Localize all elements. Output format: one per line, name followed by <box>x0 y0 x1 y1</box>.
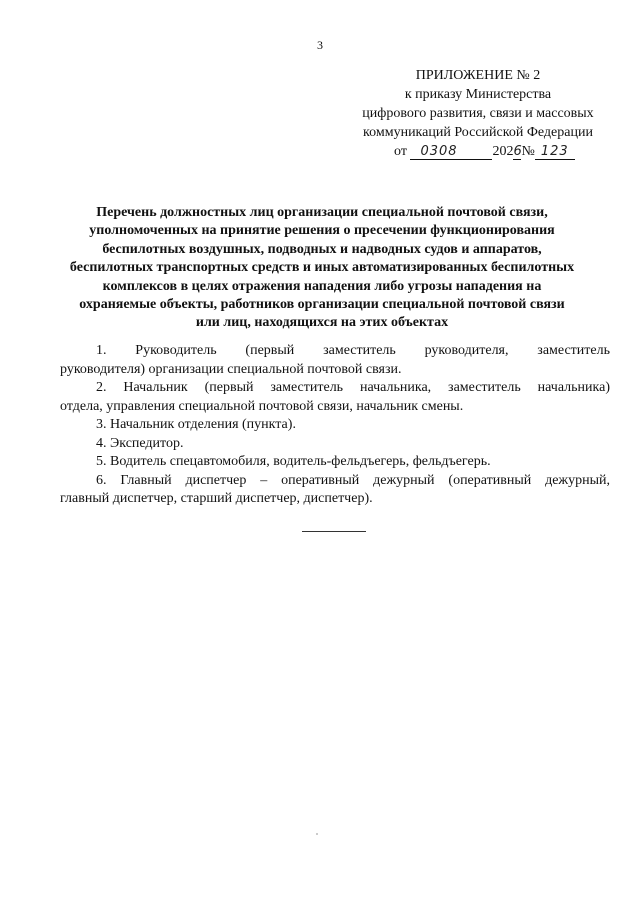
list-item-line: 1. Руководитель (первый заместитель руководителя, заместитель <box>96 343 610 358</box>
appendix-title: ПРИЛОЖЕНИЕ № 2 <box>415 68 541 83</box>
title-line: охраняемые объекты, работников организации специальной почтовой связи <box>79 297 565 313</box>
title-line: или лиц, находящихся на этих объектах <box>195 315 449 331</box>
scan-speck <box>316 833 318 835</box>
list-item-line: отдела, управления специальной почтовой связи, начальник смены. <box>60 398 464 414</box>
title-line: беспилотных воздушных, подводных и надводных судов и аппаратов, <box>102 241 542 257</box>
document-title <box>40 204 604 333</box>
positions-list <box>62 342 610 509</box>
list-item-line: 4. Экспедитор. <box>96 435 184 451</box>
list-item <box>62 472 610 509</box>
order-date-line <box>340 142 616 161</box>
list-item-line: главный диспетчер, старший диспетчер, диспетчер). <box>60 491 373 506</box>
title-line: комплексов в целях отражения нападения либо угрозы нападения на <box>102 278 542 294</box>
list-item <box>62 416 610 435</box>
list-item <box>62 435 610 454</box>
title-line: уполномоченных на принятие решения о пресечении функционирования <box>89 223 555 239</box>
list-item <box>62 342 610 379</box>
title-line: беспилотных транспортных средств и иных автоматизированных беспилотных <box>69 260 575 276</box>
list-item-line: 3. Начальник отделения (пункта). <box>96 417 296 432</box>
list-item <box>62 379 610 416</box>
handwritten-date: 0308 <box>410 144 492 160</box>
appendix-line-2: цифрового развития, связи и массовых <box>362 106 594 121</box>
number-sign: № <box>521 144 535 159</box>
appendix-line-3: коммуникаций Российской Федерации <box>363 125 593 140</box>
title-line: Перечень должностных лиц организации специальной почтовой связи, <box>96 205 548 220</box>
list-item <box>62 453 610 472</box>
list-item-line: 6. Главный диспетчер – оперативный дежурный (оперативный дежурный, <box>96 472 610 488</box>
page-number: 3 <box>317 38 323 52</box>
year-prefix: 202 <box>492 144 514 159</box>
list-item-line: руководителя) организации специальной почтовой связи. <box>60 361 402 377</box>
appendix-line-1: к приказу Министерства <box>404 87 552 102</box>
date-prefix: от <box>394 144 407 159</box>
handwritten-year-digit: 6 <box>513 144 523 159</box>
list-item-line: 2. Начальник (первый заместитель начальника, заместитель начальника) <box>96 380 610 395</box>
handwritten-order-number: 123 <box>535 144 575 160</box>
end-separator-line <box>302 531 366 532</box>
appendix-header <box>340 66 616 161</box>
list-item-line: 5. Водитель спецавтомобиля, водитель-фельдъегерь, фельдъегерь. <box>96 454 491 469</box>
